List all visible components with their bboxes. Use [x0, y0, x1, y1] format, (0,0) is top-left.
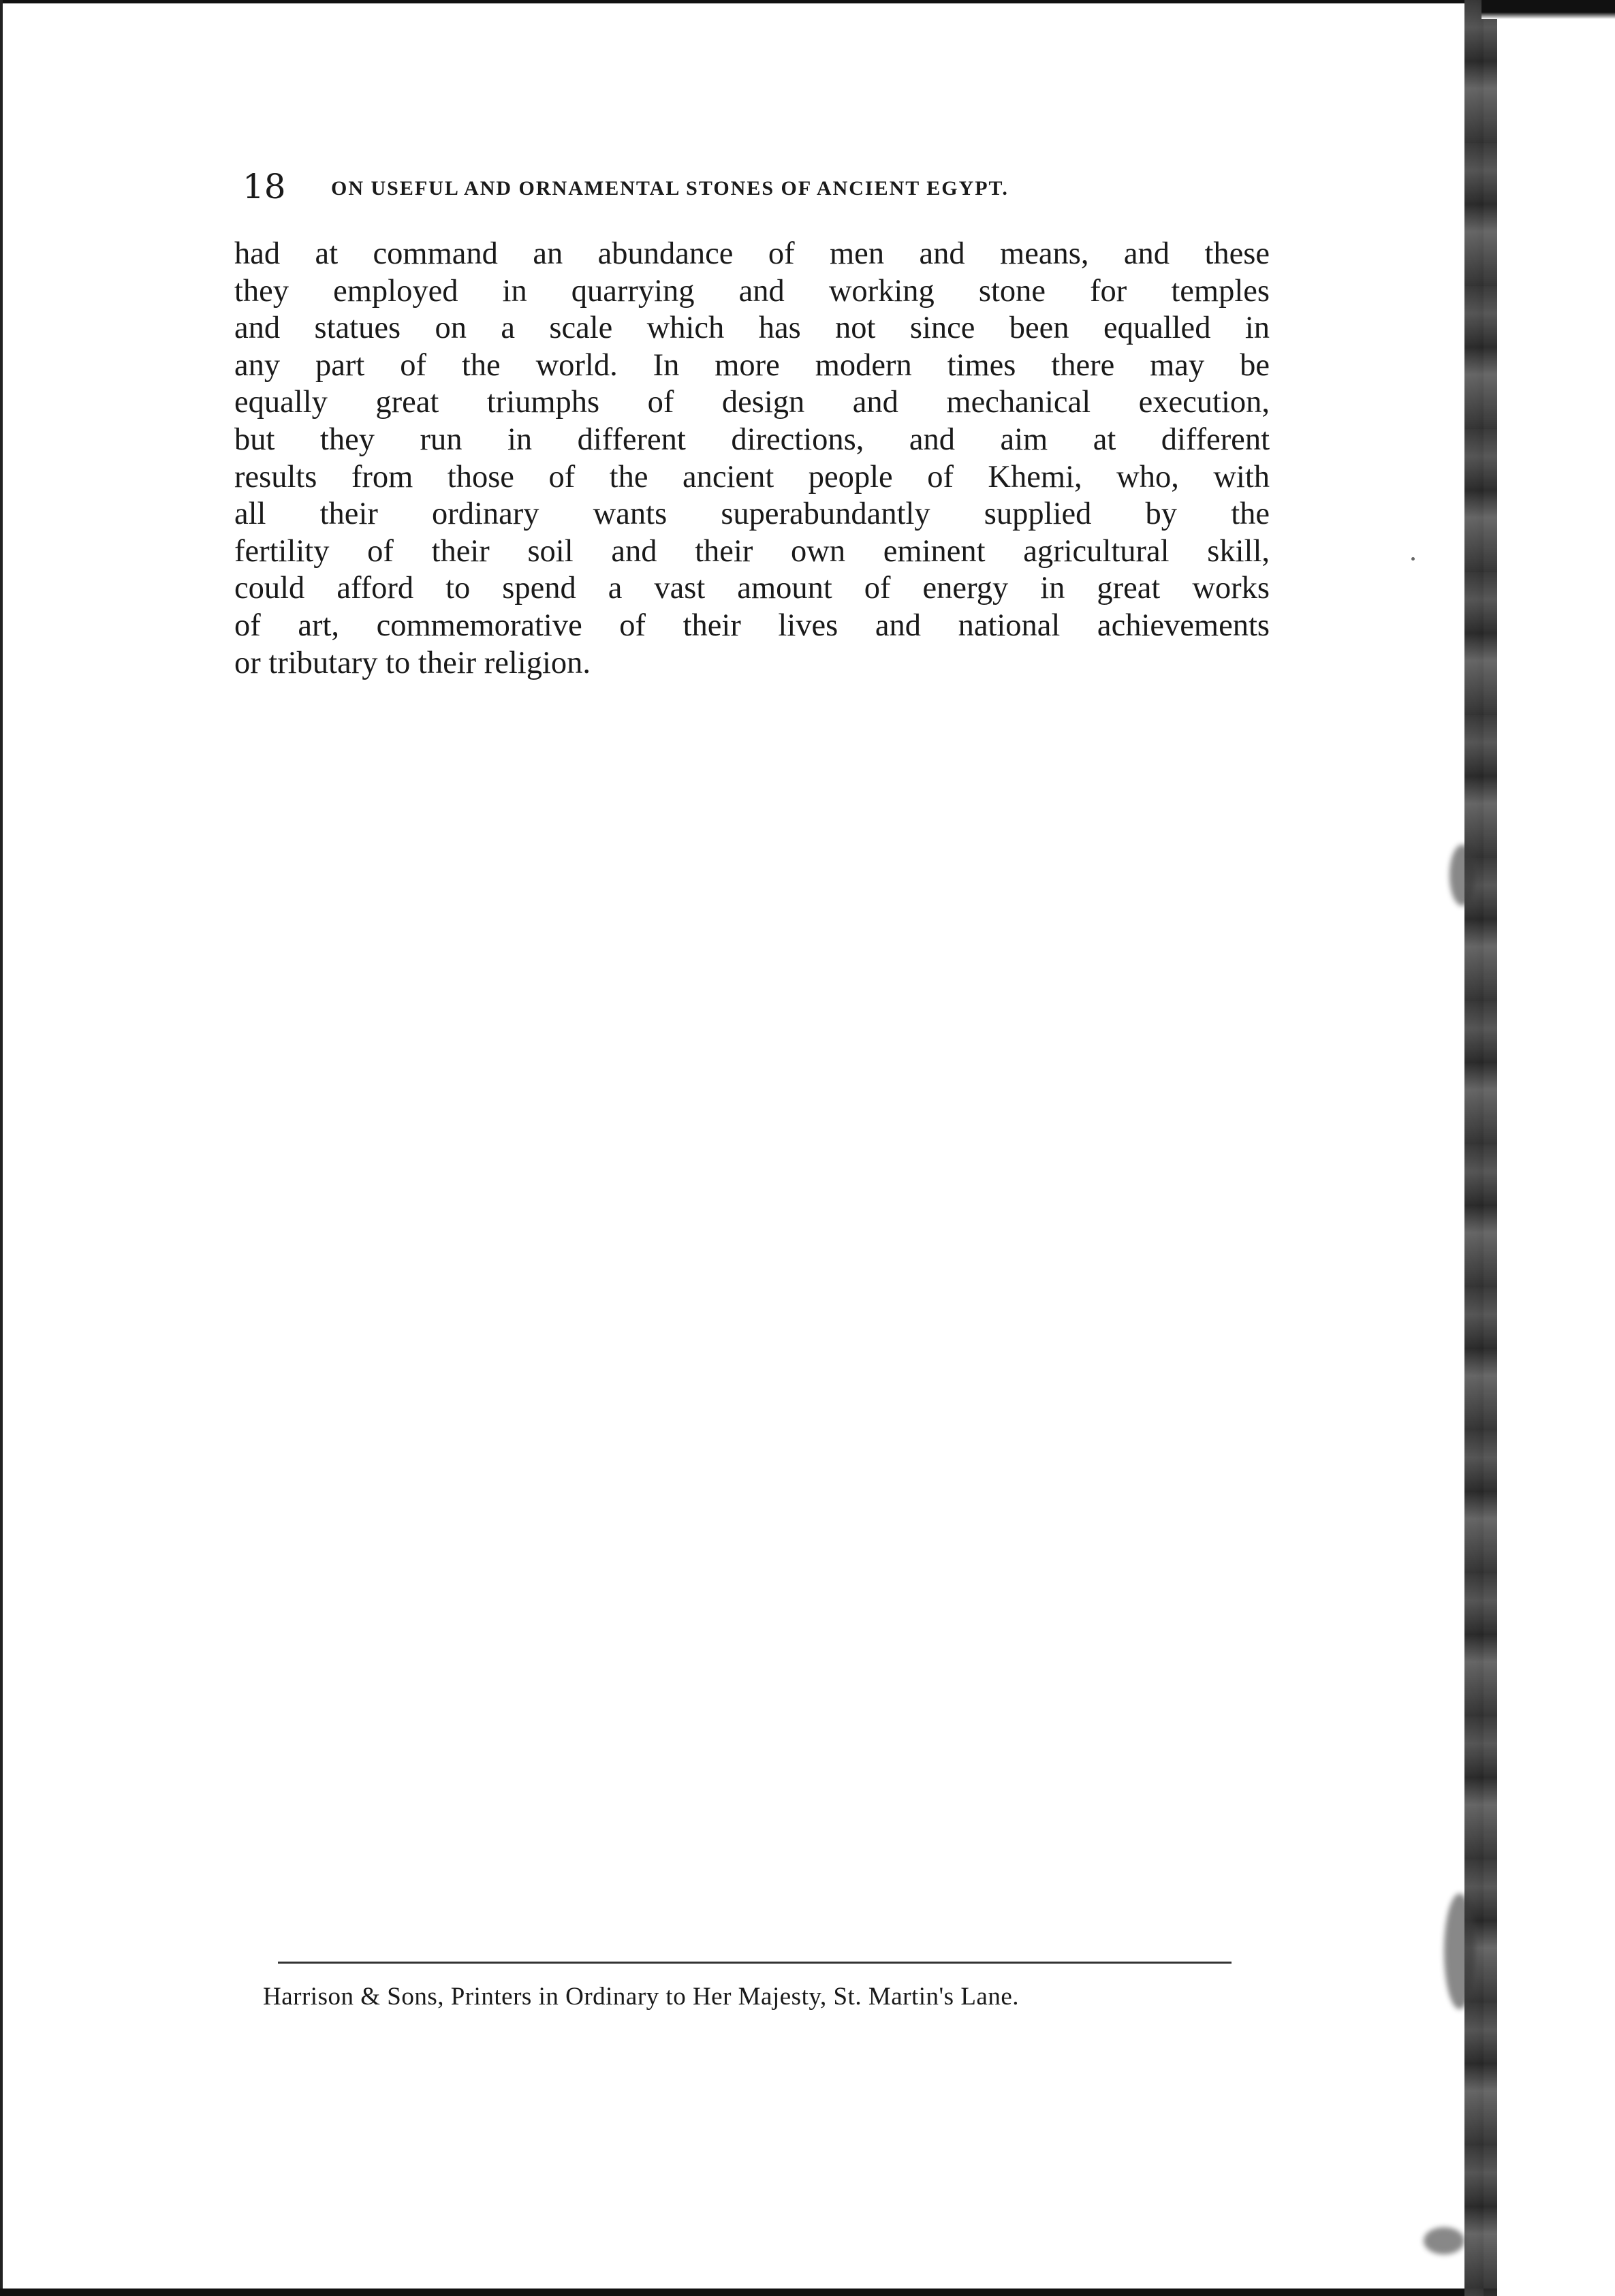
spine-smudge — [1424, 2227, 1464, 2254]
scan-border-left — [0, 0, 3, 2296]
text-line: they employed in quarrying and working stone for temples — [234, 273, 1270, 309]
body-paragraph — [234, 236, 1270, 682]
text-line: results from those of the ancient people of Khemi, who, with — [234, 459, 1270, 494]
text-line: fertility of their soil and their own eminent agricultural skill, — [234, 533, 1270, 569]
text-line: but they run in different directions, and aim at different — [234, 422, 1270, 457]
scan-border-bottom — [0, 2289, 1615, 2296]
text-line: or tributary to their religion. — [234, 645, 591, 680]
text-line: and statues on a scale which has not since been equalled in — [234, 311, 1270, 346]
running-head — [242, 166, 1196, 207]
text-line: could afford to spend a vast amount of energy in great works — [234, 571, 1270, 606]
scan-border-top — [0, 0, 1615, 3]
printer-imprint: Harrison & Sons, Printers in Ordinary to Her Majesty, St. Martin's Lane. — [263, 1983, 1020, 2011]
text-line: equally great triumphs of design and mechanical execution, — [234, 385, 1270, 420]
spine-smudge — [1444, 1893, 1475, 2009]
text-line: all their ordinary wants superabundantly supplied by the — [234, 497, 1270, 532]
ink-speck — [1411, 557, 1415, 561]
running-title: ON USEFUL AND ORNAMENTAL STONES OF ANCIENT EGYPT. — [331, 177, 1009, 200]
text-line: of art, commemorative of their lives and national achievements — [234, 608, 1270, 643]
next-page-edge — [1497, 0, 1615, 2296]
footer-rule — [278, 1962, 1232, 1964]
spine-smudge — [1449, 845, 1475, 906]
page-number: 18 — [242, 167, 286, 206]
spine-top-border — [1481, 0, 1615, 19]
text-line: had at command an abundance of men and means, and these — [234, 236, 1270, 271]
text-line: any part of the world. In more modern times there may be — [234, 347, 1270, 383]
